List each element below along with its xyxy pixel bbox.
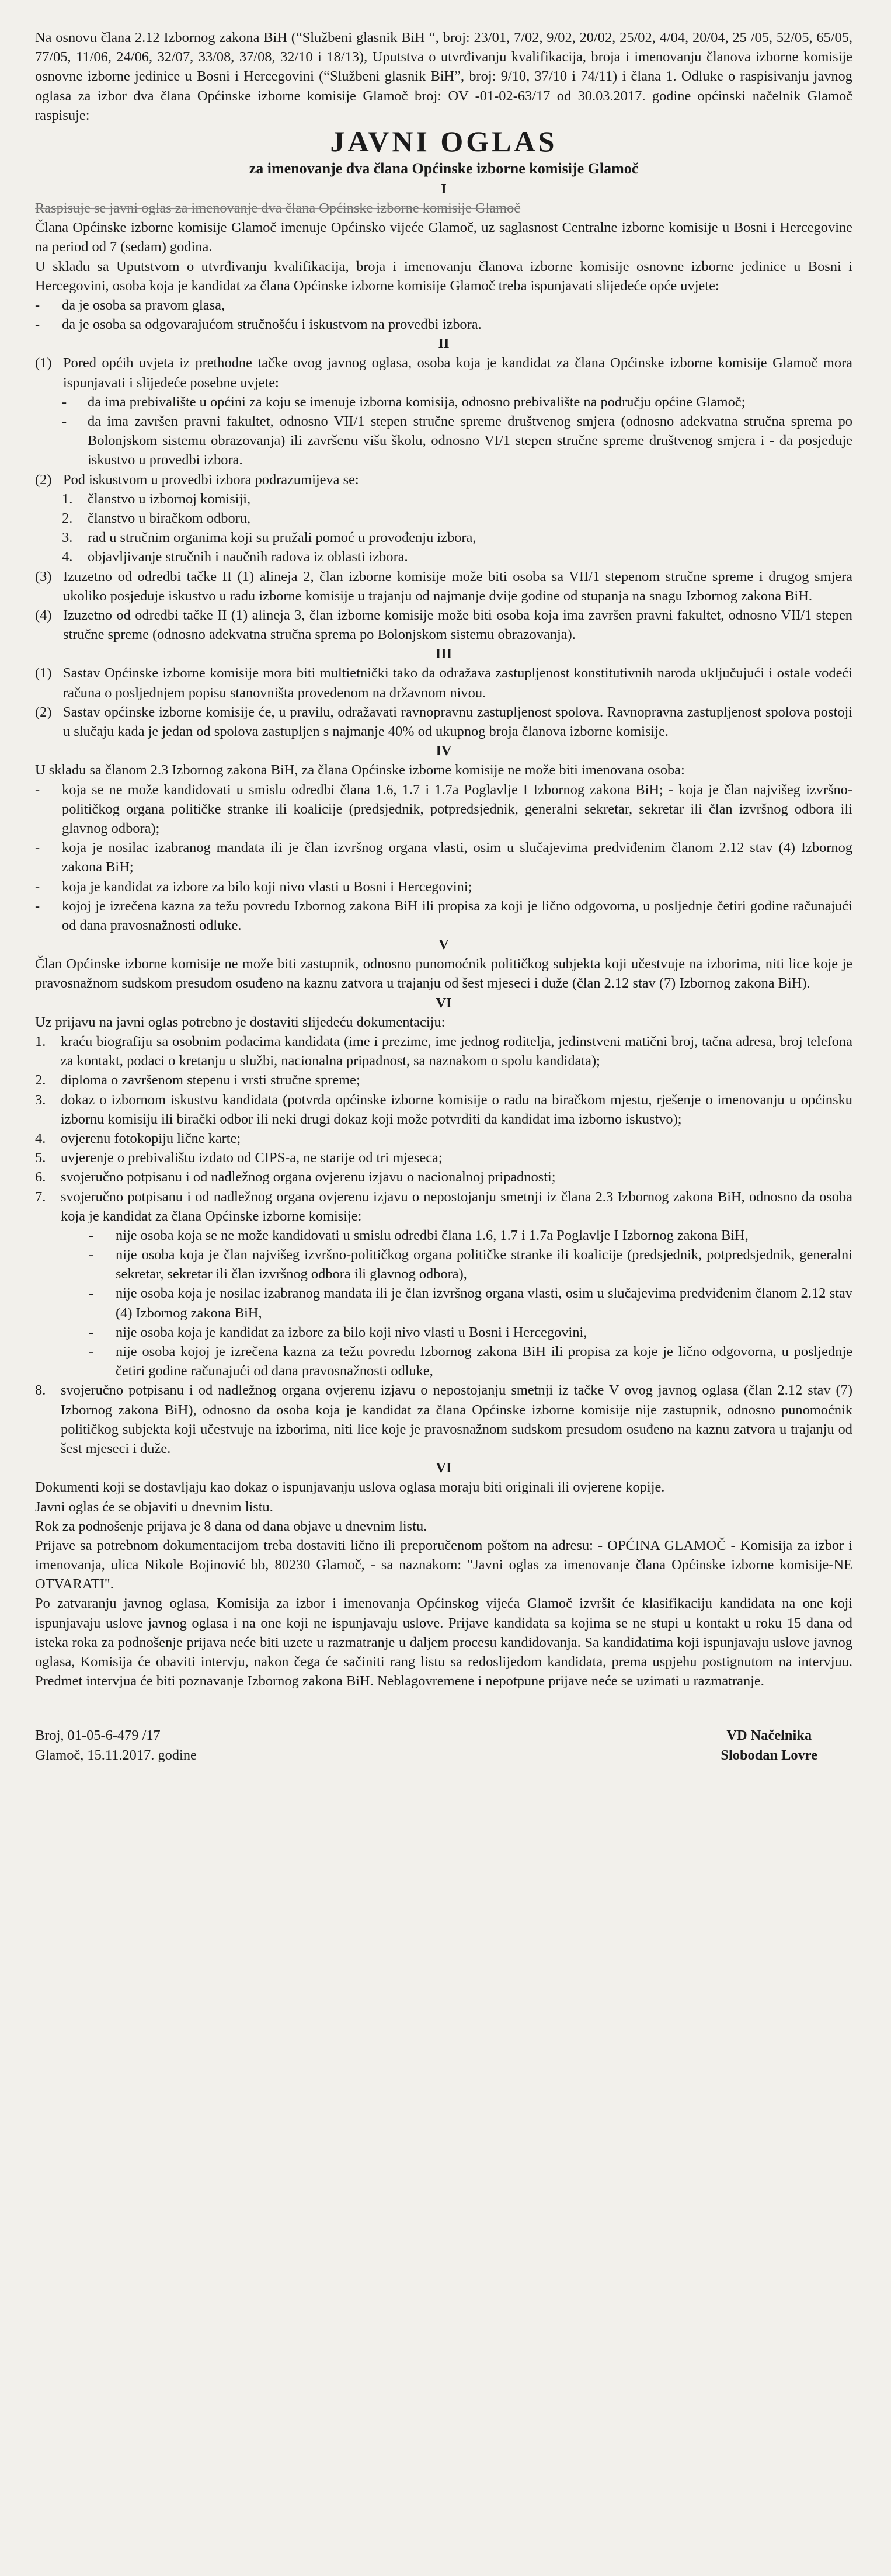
numbered-item: (2) Pod iskustvom u provedbi izbora podrazumijeva se: (35, 471, 359, 488)
section-heading: II (438, 336, 450, 352)
numbered-item: 2. diploma o završenom stepenu i vrsti stručne spreme; (35, 1072, 360, 1089)
intro-paragraph: Na osnovu člana 2.12 Izbornog zakona BiH (“Službeni glasnik BiH “, broj: 23/01, 7/02, 9/02, 20/02, 25/02, 4/04, 20/04, 25 /05, 52/05, 65/05, 77/05, 11/06, 24/06, 32/07, 33/08, 37/08, 32/10 i 18/13), Uputstva o utvrđivanju kvalifikacija, broja i imenovanju članova izborne komisije osnovne izborne jedinice u Bosni i Hercegovini (“Službeni glasnik BiH”, broj: 9/10, 37/10 i 74/11) i člana 1. Odluke o raspisivanju javnog oglasa za izbor dva člana Općinske izborne komisije Glamoč broj: OV -01-02-63/17 od 30.03.2017. godine općinski načelnik Glamoč raspisuje: (35, 30, 852, 123)
numbered-item: 4. ovjerenu fotokopiju lične karte; (35, 1130, 241, 1146)
list-item: - koja je nosilac izabranog mandata ili je član izvršnog organa vlasti, osim u slučajevima predviđenim članom 2.12 stav (4) Izbornog zakona BiH; (35, 840, 852, 875)
section-heading: VI (436, 1460, 452, 1476)
list-item: 2. članstvo u biračkom odboru, (62, 510, 251, 526)
numbered-item: (4) Izuzetno od odredbi tačke II (1) alineja 3, član izborne komisije može biti osoba koja ima završen pravni fakultet, odnosno VII/1 stepen stručne spreme (odnosno adekvatna stručna sprema po Bolonjskom sistemu obrazovanja). (35, 607, 852, 643)
section-heading: IV (436, 743, 452, 759)
numbered-item: 1. kraću biografiju sa osobnim podacima kandidata (ime i prezime, ime jednog roditelja, jedinstveni matični broj, tačna adresa, broj telefona za kontakt, podaci o kretanju u službi, nacionalna pripadnost, sa naznakom o spolu kandidata); (35, 1034, 852, 1069)
section-7-paragraph-3: Rok za podnošenje prijava je 8 dana od dana objave u dnevnim listu. (35, 1518, 427, 1534)
numbered-item: (3) Izuzetno od odredbi tačke II (1) alineja 2, član izborne komisije može biti osoba sa VII/1 stepenom stručne spreme i drugog smjera ukoliko posjeduje iskustvo u radu izborne komisije u trajanju od najmanje dvije godine od stupanja na snagu Izbornog zakona BiH. (35, 568, 852, 604)
numbered-item: (1) Pored općih uvjeta iz prethodne tačke ovog javnog oglasa, osoba koja je kandidat za člana Općinske izborne komisije Glamoč mora ispunjavati i slijedeće posebne uvjete: (35, 355, 852, 391)
issue-date: Glamoč, 15.11.2017. godine (35, 1747, 197, 1763)
section-heading: I (441, 180, 447, 197)
list-item: - kojoj je izrečena kazna za težu povredu Izbornog zakona BiH ili propisa za koji je lično odgovorna, u posljednje četiri godine računajući od dana pravosnažnosti odluke. (35, 898, 852, 933)
list-item: - da je osoba sa odgovarajućom stručnošću i iskustvom na provedbi izbora. (35, 317, 482, 333)
section-heading: VI (436, 995, 452, 1011)
section-7-paragraph-1: Dokumenti koji se dostavljaju kao dokaz o ispunjavanju uslova oglasa moraju biti originali ili ovjerene kopije. (35, 1479, 665, 1496)
numbered-item: 6. svojeručno potpisanu i od nadležnog organa ovjerenu izjavu o nacionalnoj pripadnosti; (35, 1169, 556, 1186)
list-item: - nije osoba koja je kandidat za izbore za bilo koji nivo vlasti u Bosni i Hercegovini, (89, 1324, 587, 1340)
signature-block (721, 1726, 817, 1764)
numbered-item: 5. uvjerenje o prebivalištu izdato od CIPS-a, ne starije od tri mjeseca; (35, 1150, 443, 1166)
section-6-intro: Uz prijavu na javni oglas potrebno je dostaviti slijedeću dokumentaciju: (35, 1014, 446, 1030)
section-1-paragraph-2: Člana Općinske izborne komisije Glamoč imenuje Općinsko vijeće Glamoč, uz saglasnost Centralne izborne komisije u Bosni i Hercegovine na period od 7 (sedam) godina. (35, 220, 852, 255)
numbered-item: (2) Sastav općinske izborne komisije će, u pravilu, odražavati ravnopravnu zastupljenost spolova. Ravnopravna zastupljenost spolova postoji u slučaju kada je jedan od spolova zastupljen s najmanje 40% od ukupnog broja članova izborne komisije. (35, 704, 852, 740)
list-item: - da je osoba sa pravom glasa, (35, 297, 225, 313)
document-footer (35, 1726, 852, 1764)
section-4-intro: U skladu sa članom 2.3 Izbornog zakona BiH, za člana Općinske izborne komisije ne može biti imenovana osoba: (35, 762, 685, 778)
section-1-paragraph-3: U skladu sa Uputstvom o utvrđivanju kvalifikacija, broja i imenovanju članova izborne komisije osnovne izborne jedinice u Bosni i Hercegovini, osoba koja je kandidat za člana Općinske izborne komisije Glamoč treba ispunjavati slijedeće opće uvjete: (35, 258, 852, 294)
numbered-item: 8. svojeručno potpisanu i od nadležnog organa ovjerenu izjavu o nepostojanju smetnji iz tačke V ovog javnog oglasa (član 2.12 stav (7) Izbornog zakona BiH), odnosno da osoba koja je kandidat za člana Općinske izborne komisije nije zastupnik, odnosno punomoćnik političkog subjekta koji učestvuje na izborima, niti lice koje je pravosnažnom sudskom presudom osuđeno na kaznu zatvora u trajanju od šest mjeseci i duže. (35, 1382, 852, 1456)
numbered-item: (1) Sastav Općinske izborne komisije mora biti multietnički tako da odražava zastupljenost konstitutivnih naroda uključujući i ostale vodeći računa o posljednjem popisu stanovništa provedenom na državnom nivou. (35, 665, 852, 701)
reference-block (35, 1726, 197, 1764)
reference-number: Broj, 01-05-6-479 /17 (35, 1727, 161, 1744)
notice-subtitle: za imenovanje dva člana Općinske izborne komisije Glamoč (249, 160, 639, 178)
list-item: - da ima prebivalište u općini za koju se imenuje izborna komisija, odnosno prebivalište na području općine Glamoč; (62, 394, 746, 410)
section-7-paragraph-2: Javni oglas će se objaviti u dnevnim listu. (35, 1499, 273, 1515)
list-item: - nije osoba koja je član najvišeg izvršno-političkog organa političke stranke ili koalicije (predsjednik, potpredsjednik, generalni sekretar, sekretar ili član izvršnog odbora ili glavnog odbora), (89, 1247, 852, 1282)
list-item: - nije osoba koja je nosilac izabranog mandata ili je član izvršnog organa vlasti, osim u slučajevima predviđenim članom 2.12 stav (4) Izbornog zakona BiH, (89, 1285, 852, 1321)
list-item: 1. članstvo u izbornoj komisiji, (62, 491, 251, 507)
numbered-item: 3. dokaz o izbornom iskustvu kandidata (potvrda općinske izborne komisije o radu na biračkom mjestu, rješenje o imenovanju u općinsku izbornu komisiju ili birački odbor ili neki drugi dokaz koji može potvrditi da kandidat ima izborno iskustvo); (35, 1091, 852, 1127)
list-item: - nije osoba kojoj je izrečena kazna za težu povredu Izbornog zakona BiH ili propisa za koje je lično odgovorna, u posljednje četiri godine računajući od dana pravosnažnosti odluke, (89, 1344, 852, 1379)
numbered-item: 7. svojeručno potpisanu i od nadležnog organa ovjerenu izjavu o nepostojanju smetnji iz člana 2.3 Izbornog zakona BiH, odnosno da osoba koja je kandidat za člana Općinske izborne komisije: (35, 1188, 852, 1224)
signature-name: Slobodan Lovre (721, 1747, 817, 1763)
list-item: 4. objavljivanje stručnih i naučnih radova iz oblasti izbora. (62, 549, 408, 565)
list-item: 3. rad u stručnim organima koji su pružali pomoć u provođenju izbora, (62, 530, 476, 546)
section-heading: V (438, 937, 449, 953)
list-item: - da ima završen pravni fakultet, odnosno VII/1 stepen stručne spreme društvenog smjera (odnosno adekvatna stručna sprema po Bolonjskom sistemu obrazovanja) ili završenu višu školu, odnosno VI/1 stepen stručne spreme društvenog smjera i - da posjeduje iskustvo u provedbi izbora. (62, 413, 852, 468)
section-1-paragraph-1: Raspisuje se javni oglas za imenovanje dva člana Općinske izborne komisije Glamoč (35, 200, 521, 216)
notice-title: JAVNI OGLAS (330, 124, 558, 158)
list-item: - koja je kandidat za izbore za bilo koji nivo vlasti u Bosni i Hercegovini; (35, 878, 472, 895)
section-7-paragraph-5: Po zatvaranju javnog oglasa, Komisija za izbor i imenovanja Općinskog vijeća Glamoč izvršit će klasifikaciju kandidata na one koji ispunjavaju uslove javnog oglasa i na one koji ne ispunjavaju uslove. Prijave kandidata sa kojima se ne stupi u kontakt u roku 15 dana od isteka roka za podnošenje prijava neće biti uzete u razmatranje u daljem procesu kandidovanja. Sa kandidatima koji ispunjavaju uslove javnog oglasa, Komisija će obaviti intervju, nakon čega će sačiniti rang listu sa redoslijedom kandidata, prema uspjehu postignutom na intervjuu. Predmet intervjua će biti poznavanje Izbornog zakona BiH. Neblagovremene i nepotpune prijave neće se uzimati u razmatranje. (35, 1595, 852, 1689)
section-5-paragraph: Član Općinske izborne komisije ne može biti zastupnik, odnosno punomoćnik političkog subjekta koji učestvuje na izborima, niti lice koje je pravosnažnom sudskom presudom osuđeno na kaznu zatvora u trajanju od šest mjeseci i duže (član 2.12 stav (7) Izbornog zakona BiH). (35, 956, 852, 992)
public-notice-document (35, 28, 852, 2539)
section-7-paragraph-4: Prijave sa potrebnom dokumentacijom treba dostaviti lično ili preporučenom poštom na adresu: - OPĆINA GLAMOČ - Komisija za izbor i imenovanja, ulica Nikole Bojinović bb, 80230 Glamoč, - sa naznakom: "Javni oglas za imenovanje člana Općinske izborne komisije-NE OTVARATI". (35, 1537, 852, 1593)
list-item: - koja se ne može kandidovati u smislu odredbi člana 1.6, 1.7 i 1.7a Poglavlje I Izbornog zakona BiH; - koja je član najvišeg izvršno-političkog organa političke stranke ili koalicije (predsjednik, potpredsjednik, generalni sekretar, sekretar ili član izvršnog odbora ili glavnog odbora); (35, 781, 852, 836)
signature-title: VD Načelnika (726, 1727, 812, 1744)
list-item: - nije osoba koja se ne može kandidovati u smislu odredbi člana 1.6, 1.7 i 1.7a Poglavlje I Izbornog zakona BiH, (89, 1227, 749, 1243)
section-heading: III (435, 646, 453, 662)
